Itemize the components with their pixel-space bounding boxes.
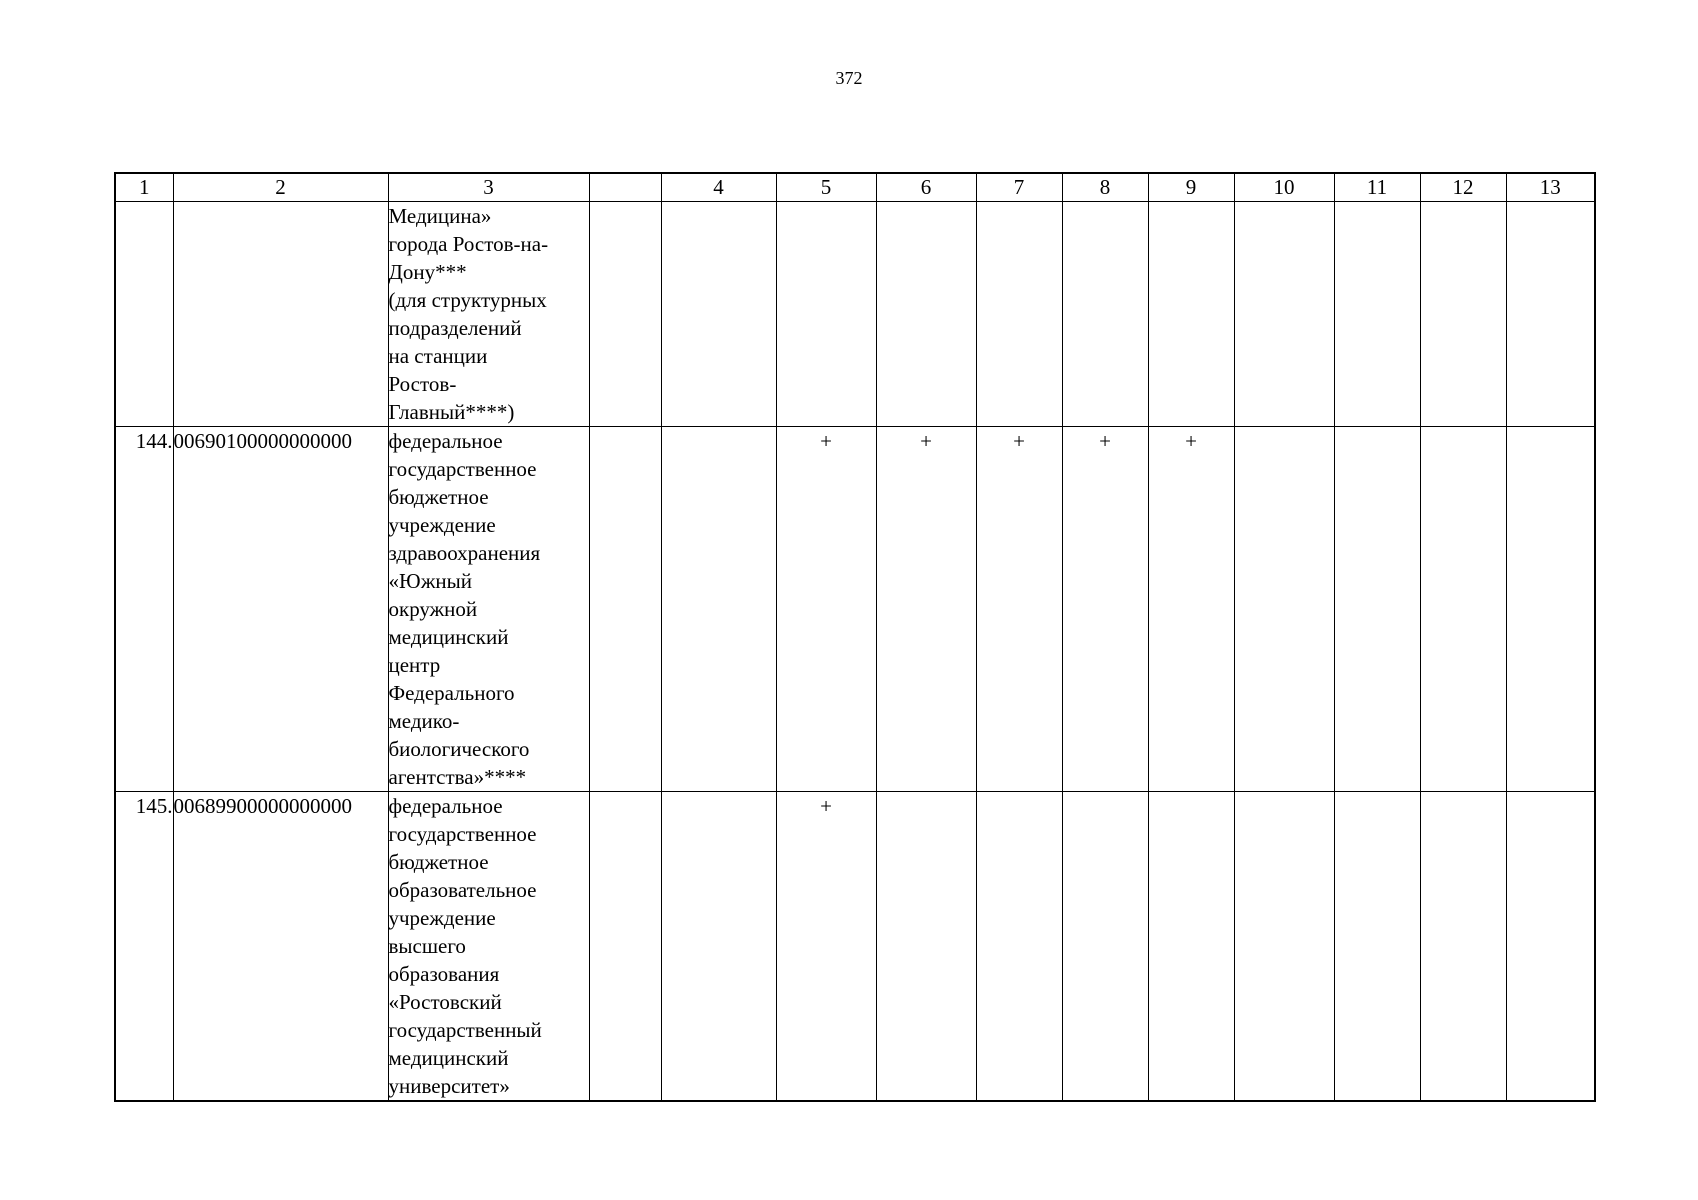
name-line: Медицина» [388,204,492,228]
header-cell: 1 [115,173,173,202]
name-line: государственное [388,822,537,846]
name-line: государственный [388,1018,542,1042]
mark-cell [1062,202,1148,427]
row-number [115,202,173,427]
table-row [115,427,1595,792]
header-cell: 3 [388,173,589,202]
mark-cell [1148,792,1234,1102]
mark-cell [1234,202,1334,427]
name-line: университет» [388,1074,510,1098]
name-line: Федерального [388,681,515,705]
header-cell [589,173,661,202]
table-row [115,202,1595,427]
mark-cell [876,202,976,427]
name-line: государственное [388,457,537,481]
name-line: города Ростов-на- [388,232,549,256]
data-table [114,172,1596,1102]
header-cell: 4 [661,173,776,202]
header-cell: 8 [1062,173,1148,202]
mark-cell: + [976,427,1062,792]
name-line: бюджетное [388,485,489,509]
row-code: 00689900000000000 [173,792,388,1102]
name-line: биологического [388,737,530,761]
mark-cell [1148,202,1234,427]
header-cell: 7 [976,173,1062,202]
mark-cell [876,792,976,1102]
name-line: «Южный [388,569,472,593]
mark-cell [589,792,661,1102]
name-line: учреждение [388,906,496,930]
mark-cell: + [1062,427,1148,792]
organization-name [388,792,589,1102]
mark-cell [1234,792,1334,1102]
mark-cell [661,202,776,427]
name-line: бюджетное [388,850,489,874]
name-line: на станции [388,344,488,368]
header-cell: 6 [876,173,976,202]
mark-cell [776,202,876,427]
name-line: подразделений [388,316,522,340]
mark-cell [1506,792,1595,1102]
organization-name [388,202,589,427]
mark-cell [1062,792,1148,1102]
name-line: высшего [388,934,466,958]
name-line: здравоохранения [388,541,541,565]
mark-cell [1334,792,1420,1102]
name-line: медицинский [388,1046,509,1070]
name-line: медико- [388,709,460,733]
name-line: медицинский [388,625,509,649]
name-line: федеральное [388,794,503,818]
name-line: образования [388,962,500,986]
mark-cell [1420,792,1506,1102]
row-number: 144. [115,427,173,792]
name-line: агентства»**** [388,765,527,789]
header-cell: 10 [1234,173,1334,202]
mark-cell [1334,202,1420,427]
mark-cell [976,202,1062,427]
mark-cell [589,202,661,427]
header-cell: 5 [776,173,876,202]
header-cell: 13 [1506,173,1595,202]
page-number: 372 [835,68,863,88]
mark-cell [1234,427,1334,792]
name-line: «Ростовский [388,990,502,1014]
mark-cell [1334,427,1420,792]
mark-cell [661,792,776,1102]
header-cell: 2 [173,173,388,202]
mark-cell [589,427,661,792]
organization-name [388,427,589,792]
mark-cell [1506,202,1595,427]
name-line: центр [388,653,441,677]
row-code [173,202,388,427]
name-line: (для структурных [388,288,547,312]
mark-cell: + [776,792,876,1102]
mark-cell: + [1148,427,1234,792]
mark-cell [661,427,776,792]
mark-cell [1420,202,1506,427]
mark-cell: + [876,427,976,792]
name-line: Дону*** [388,260,467,284]
header-cell: 9 [1148,173,1234,202]
mark-cell [1420,427,1506,792]
row-number: 145. [115,792,173,1102]
name-line: окружной [388,597,478,621]
name-line: учреждение [388,513,496,537]
table-row [115,792,1595,1102]
mark-cell [1506,427,1595,792]
mark-cell [976,792,1062,1102]
header-cell: 11 [1334,173,1420,202]
name-line: Главный****) [388,400,515,424]
name-line: Ростов- [388,372,457,396]
header-row [115,173,1595,202]
name-line: федеральное [388,429,503,453]
name-line: образовательное [388,878,537,902]
mark-cell: + [776,427,876,792]
header-cell: 12 [1420,173,1506,202]
row-code: 00690100000000000 [173,427,388,792]
